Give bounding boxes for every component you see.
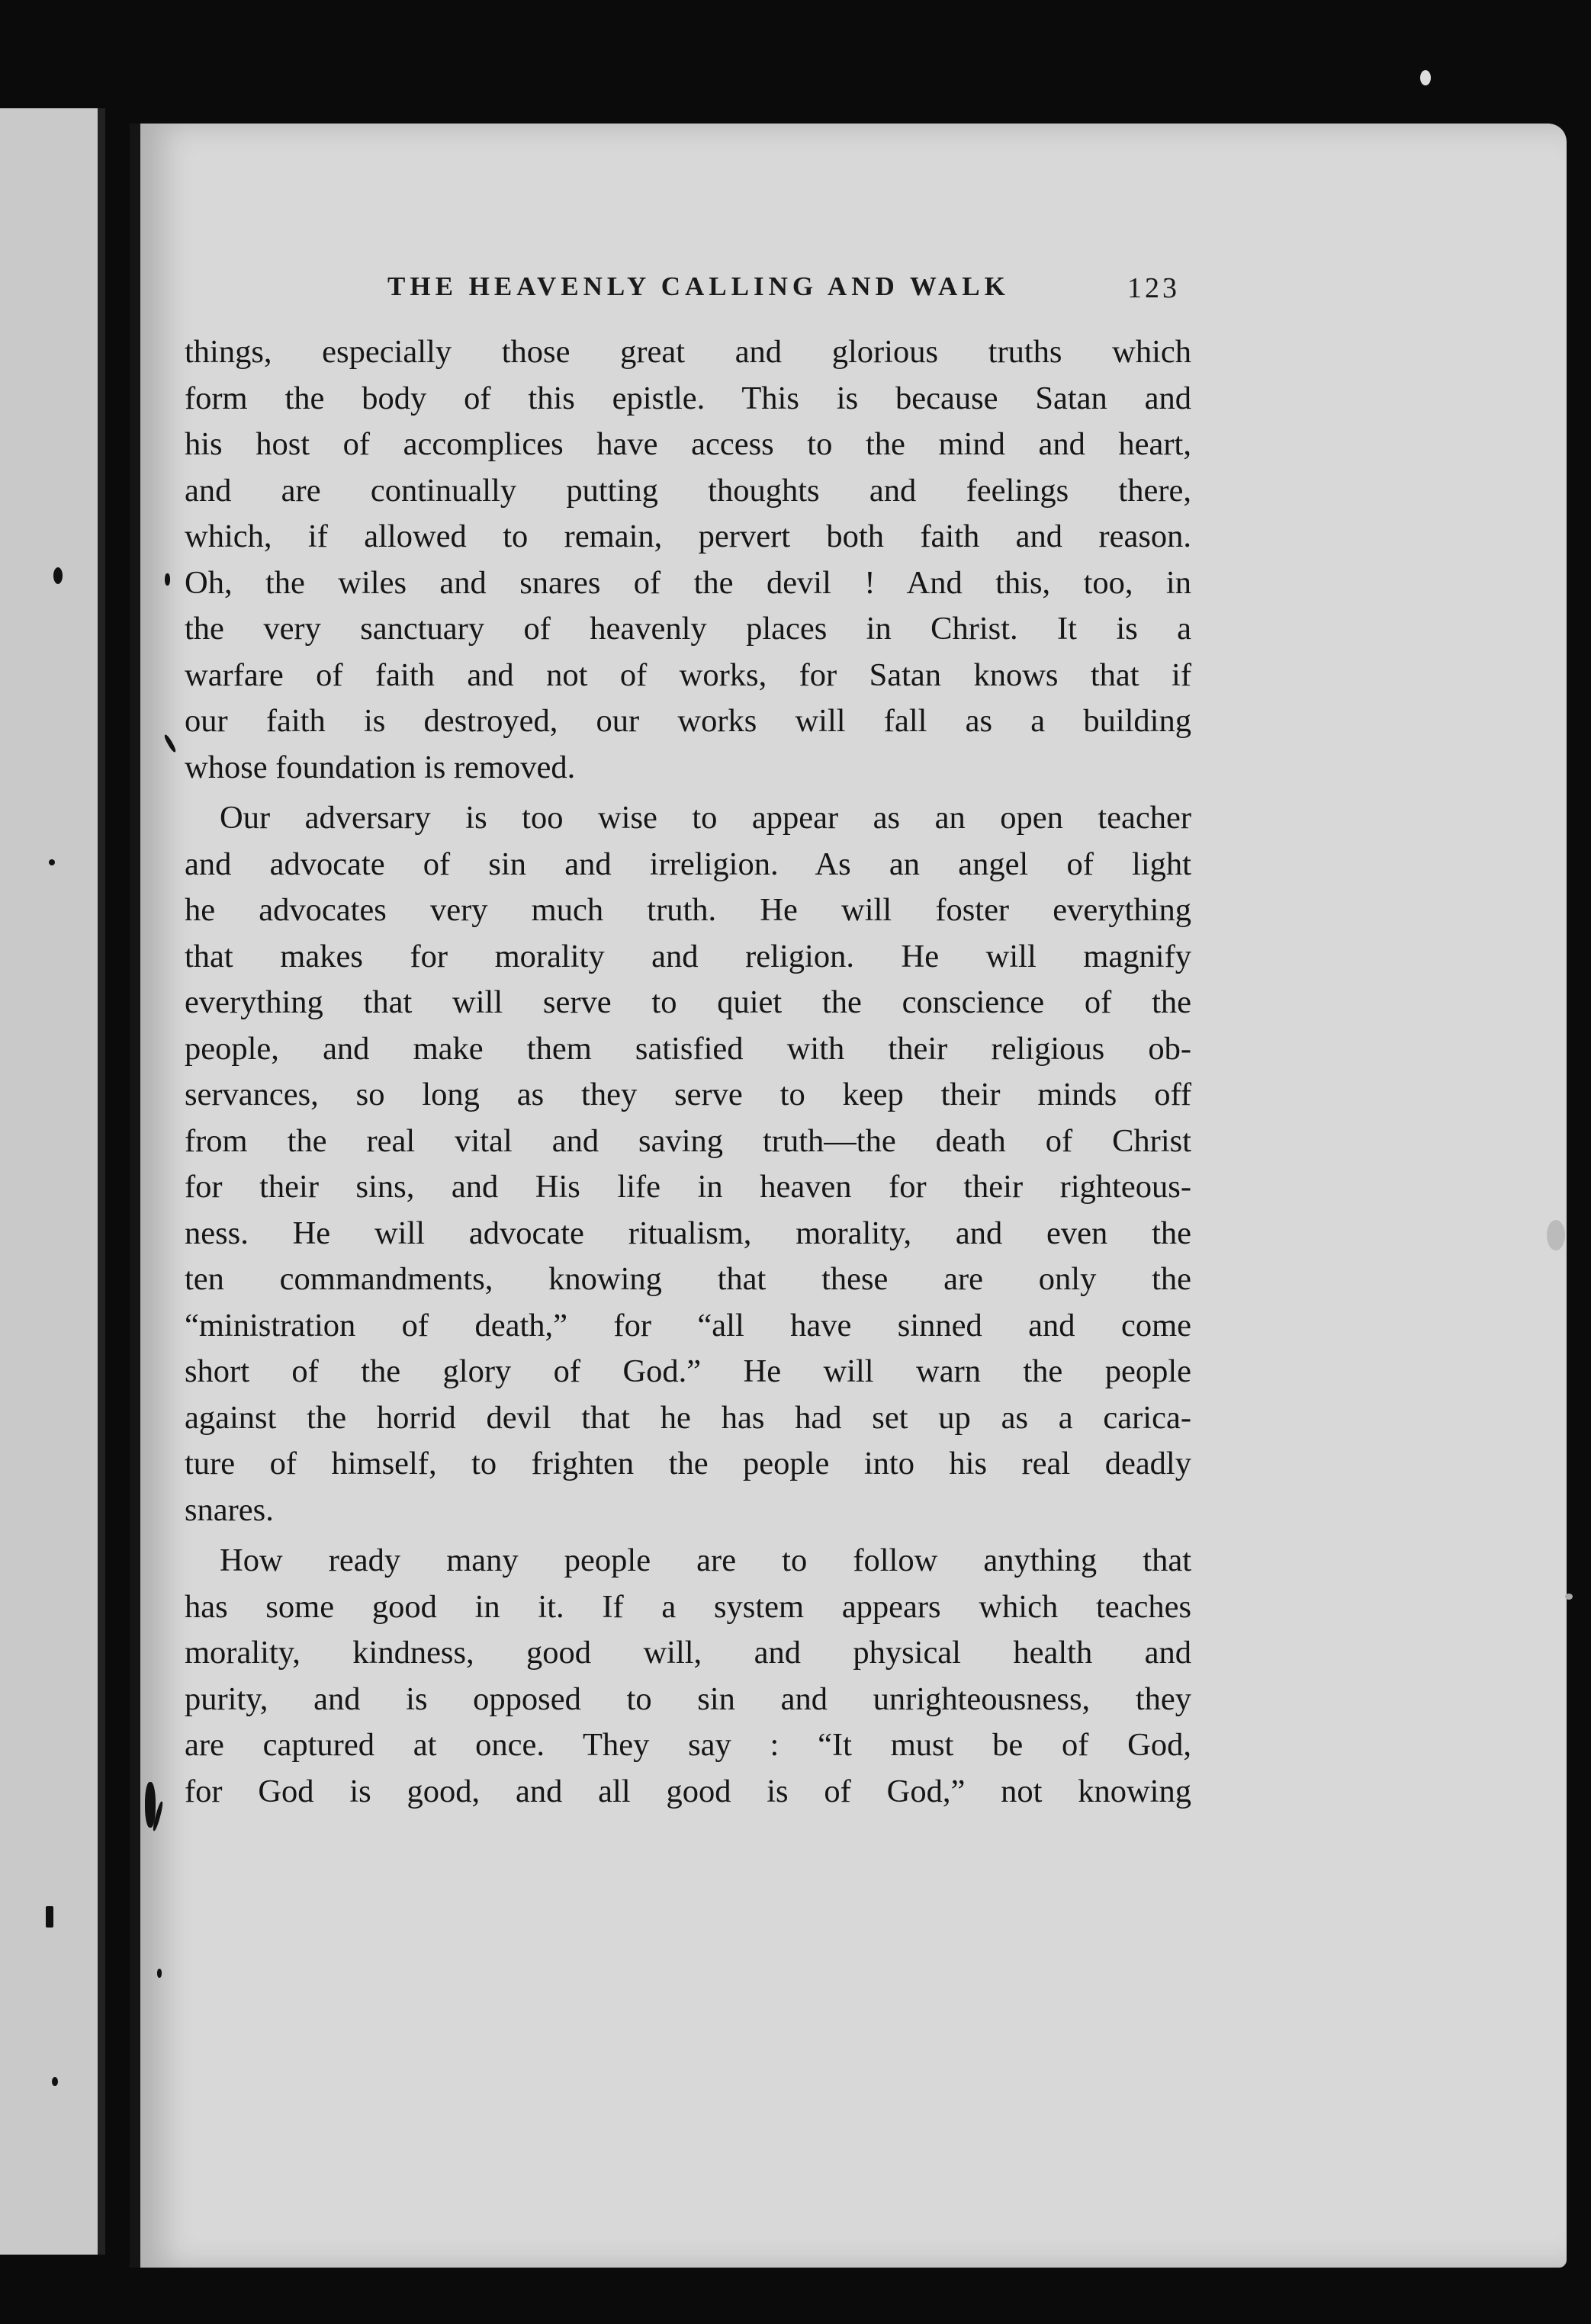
gutter-speck [163, 733, 177, 753]
gutter-speck [145, 1782, 156, 1828]
facing-page-edge [0, 108, 105, 2255]
text-line: against the horrid devil that he has had set up as a carica- [185, 1399, 1191, 1436]
text-line: his host of accomplices have access to the mind and heart, [185, 426, 1191, 462]
text-line: and advocate of sin and irreligion. As an angel of light [185, 846, 1191, 882]
body-text [185, 329, 1191, 1815]
text-line: are captured at once. They say : “It must be of God, [185, 1727, 1191, 1763]
scan-speck [1420, 70, 1431, 85]
text-line: ten commandments, knowing that these are only the [185, 1261, 1191, 1297]
text-line: things, especially those great and glorious truths which [185, 334, 1191, 370]
text-line: servances, so long as they serve to keep their minds off [185, 1077, 1191, 1112]
text-line: morality, kindness, good will, and physical health and [185, 1635, 1191, 1671]
ink-mark [49, 859, 55, 865]
scan-speck [1547, 1220, 1565, 1250]
paragraph [185, 1538, 1191, 1815]
text-line: for God is good, and all good is of God,” not knowing [185, 1773, 1191, 1809]
gutter-speck [165, 573, 170, 586]
text-line: and are continually putting thoughts and feelings there, [185, 472, 1191, 509]
text-line: people, and make them satisfied with their religious ob- [185, 1030, 1191, 1067]
text-line: the very sanctuary of heavenly places in Christ. It is a [185, 611, 1191, 647]
text-line: everything that will serve to quiet the conscience of the [185, 984, 1191, 1020]
ink-mark [53, 567, 63, 584]
text-line: he advocates very much truth. He will foster everything [185, 892, 1191, 928]
text-line: Our adversary is too wise to appear as an open teacher [220, 800, 1191, 836]
text-line: whose foundation is removed. [185, 749, 576, 785]
text-line: ture of himself, to frighten the people into his real deadly [185, 1446, 1191, 1481]
text-line: short of the glory of God.” He will warn the people [185, 1353, 1191, 1389]
running-head [0, 271, 1591, 317]
ink-mark [46, 1906, 53, 1928]
text-line: “ministration of death,” for “all have sinned and come [185, 1307, 1191, 1343]
text-line: warfare of faith and not of works, for Satan knows that if [185, 656, 1191, 693]
text-line: snares. [185, 1491, 274, 1528]
text-line: form the body of this epistle. This is because Satan and [185, 380, 1191, 416]
text-line: How ready many people are to follow anything that [220, 1542, 1191, 1578]
scan-speck [1565, 1594, 1573, 1600]
text-line: has some good in it. If a system appears which teaches [185, 1588, 1191, 1625]
text-line: ness. He will advocate ritualism, morality, and even the [185, 1215, 1191, 1251]
text-line: for their sins, and His life in heaven for their righteous- [185, 1169, 1191, 1205]
text-line: our faith is destroyed, our works will fall as a building [185, 703, 1191, 739]
text-line: from the real vital and saving truth—the death of Christ [185, 1122, 1191, 1159]
paragraph [185, 795, 1191, 1533]
text-line: Oh, the wiles and snares of the devil ! And this, too, in [185, 564, 1191, 601]
ink-mark [52, 2077, 58, 2086]
gutter-speck [157, 1969, 162, 1978]
text-line: which, if allowed to remain, pervert both faith and reason. [185, 518, 1191, 554]
text-line: that makes for morality and religion. He will magnify [185, 938, 1191, 974]
text-line: purity, and is opposed to sin and unrighteousness, they [185, 1680, 1191, 1717]
page-number: 123 [1127, 272, 1180, 304]
running-head-title: THE HEAVENLY CALLING AND WALK [387, 271, 1010, 301]
paragraph [185, 329, 1191, 791]
